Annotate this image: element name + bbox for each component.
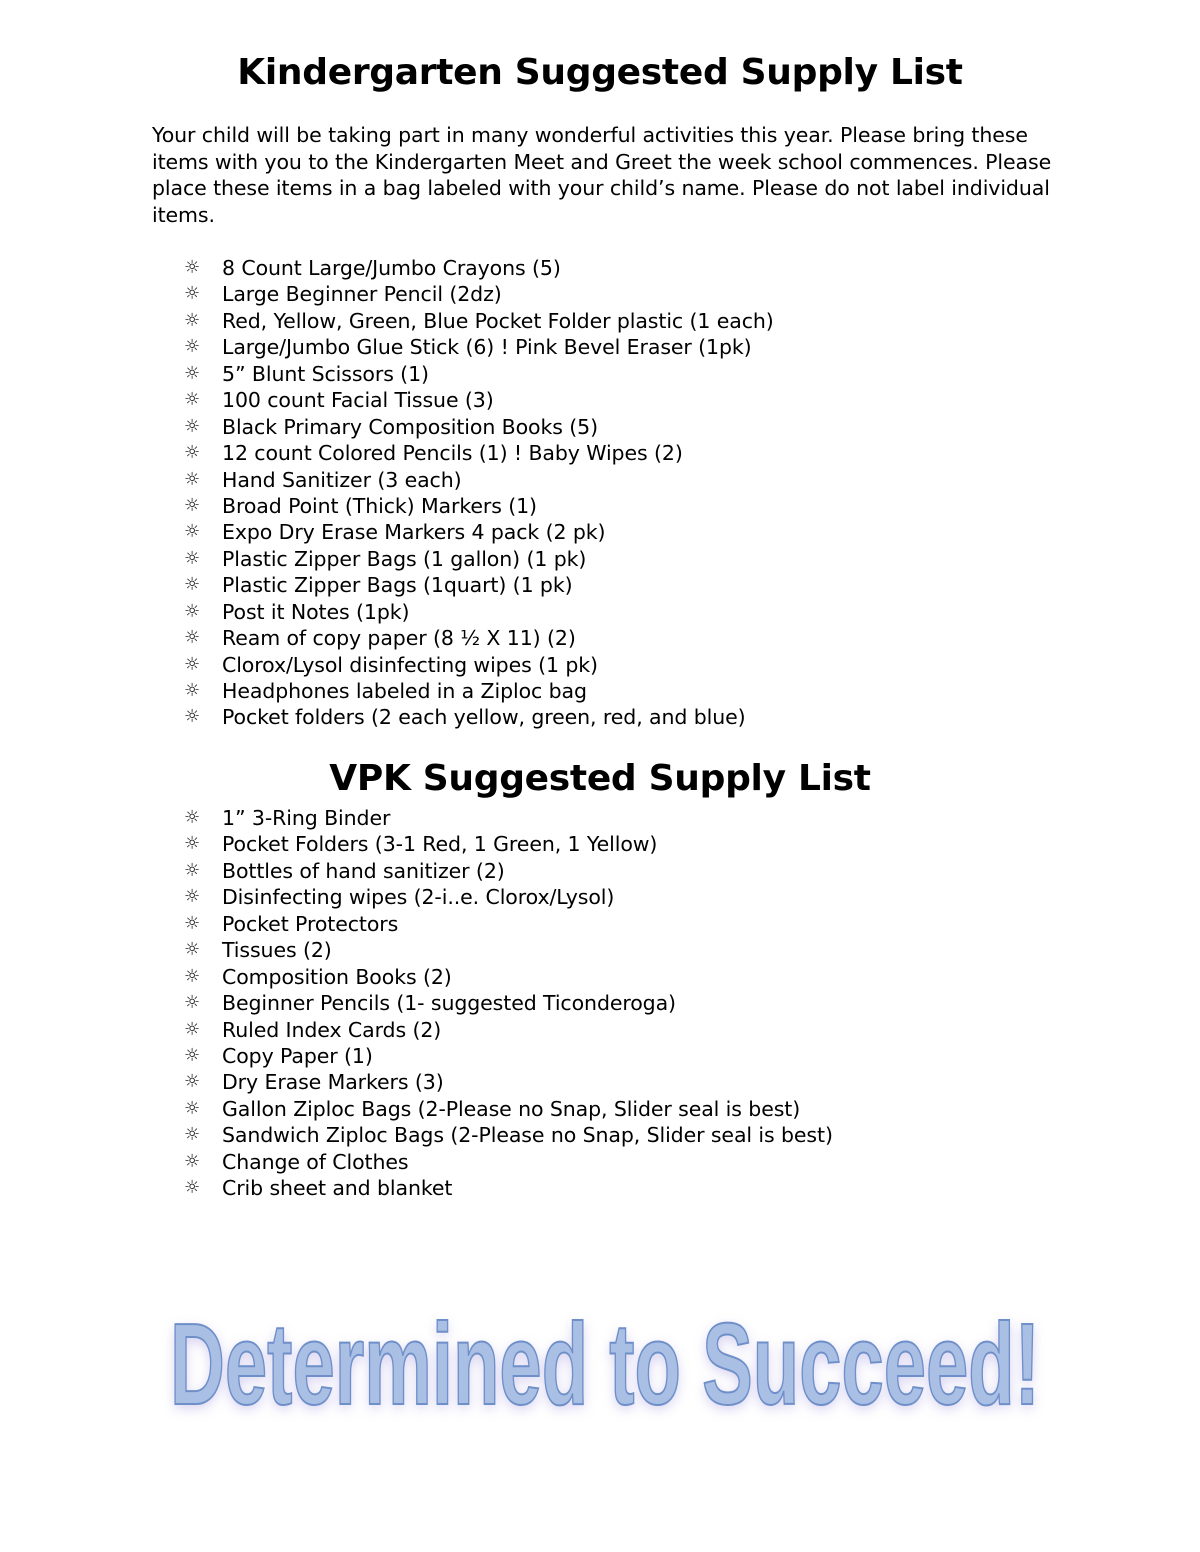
sun-bullet-icon: ☼ <box>184 627 201 649</box>
kindergarten-supply-item <box>184 387 774 413</box>
vpk-supply-item-text: Bottles of hand sanitizer (2) <box>222 858 505 883</box>
intro-paragraph <box>152 122 1052 228</box>
kindergarten-supply-item-text: 5” Blunt Scissors (1) <box>222 361 429 386</box>
kindergarten-title: Kindergarten Suggested Supply List <box>237 52 963 93</box>
sun-bullet-icon: ☼ <box>184 362 201 384</box>
motto-banner <box>160 1300 1050 1440</box>
sun-bullet-icon: ☼ <box>184 653 201 675</box>
motto-glow: Determined to Succeed! <box>170 1303 1040 1433</box>
vpk-supply-item <box>184 884 833 910</box>
kindergarten-supply-item <box>184 572 774 598</box>
vpk-supply-item <box>184 964 833 990</box>
vpk-supply-item-text: Crib sheet and blanket <box>222 1176 453 1201</box>
vpk-supply-item-text: Change of Clothes <box>222 1149 409 1174</box>
sun-bullet-icon: ☼ <box>184 1018 201 1040</box>
sun-bullet-icon: ☼ <box>184 1071 201 1093</box>
kindergarten-supply-item <box>184 625 774 651</box>
vpk-supply-item-text: Composition Books (2) <box>222 964 452 989</box>
sun-bullet-icon: ☼ <box>184 547 201 569</box>
sun-bullet-icon: ☼ <box>184 336 201 358</box>
kindergarten-supply-item-text: Broad Point (Thick) Markers (1) <box>222 493 537 518</box>
kindergarten-supply-item <box>184 678 774 704</box>
kindergarten-supply-item-text: Headphones labeled in a Ziploc bag <box>222 679 587 703</box>
sun-bullet-icon: ☼ <box>184 415 201 437</box>
vpk-supply-item <box>184 1017 833 1043</box>
kindergarten-supply-item <box>184 704 774 730</box>
motto-graphic <box>160 1300 1050 1440</box>
kindergarten-supply-item <box>184 652 774 678</box>
vpk-supply-item-text: Gallon Ziploc Bags (2-Please no Snap, Slider seal is best) <box>222 1096 801 1121</box>
vpk-supply-item-text: Copy Paper (1) <box>222 1043 373 1068</box>
kindergarten-supply-item <box>184 308 774 334</box>
intro-text: Your child will be taking part in many wonderful activities this year. Please bring these items with you to the Kindergarten Meet and Greet the week school commences. Please place these items in a bag labeled with your child’s name. Please do not label individual items. <box>152 123 1052 227</box>
sun-bullet-icon: ☼ <box>184 939 201 961</box>
sun-bullet-icon: ☼ <box>184 600 201 622</box>
kindergarten-supply-item-text: Large/Jumbo Glue Stick (6) ! Pink Bevel Eraser (1pk) <box>222 335 752 360</box>
sun-bullet-icon: ☼ <box>184 389 201 411</box>
sun-bullet-icon: ☼ <box>184 1044 201 1066</box>
kindergarten-supply-item <box>184 440 774 466</box>
kindergarten-supply-item <box>184 361 774 387</box>
vpk-supply-item-text: 1” 3-Ring Binder <box>222 806 391 830</box>
vpk-supply-item <box>184 990 833 1016</box>
sun-bullet-icon: ☼ <box>184 1150 201 1172</box>
kindergarten-supply-item-text: Expo Dry Erase Markers 4 pack (2 pk) <box>222 520 606 545</box>
sun-bullet-icon: ☼ <box>184 706 201 728</box>
sun-bullet-icon: ☼ <box>184 859 201 881</box>
kindergarten-supply-item <box>184 493 774 519</box>
vpk-supply-item-text: Dry Erase Markers (3) <box>222 1070 444 1095</box>
vpk-supply-item <box>184 1043 833 1069</box>
sun-bullet-icon: ☼ <box>184 521 201 543</box>
vpk-supply-item <box>184 831 833 857</box>
vpk-supply-item <box>184 1149 833 1175</box>
sun-bullet-icon: ☼ <box>184 965 201 987</box>
sun-bullet-icon: ☼ <box>184 574 201 596</box>
sun-bullet-icon: ☼ <box>184 886 201 908</box>
sun-bullet-icon: ☼ <box>184 494 201 516</box>
vpk-supply-item <box>184 805 833 831</box>
kindergarten-supply-item-text: Post it Notes (1pk) <box>222 599 410 624</box>
vpk-supply-item <box>184 1096 833 1122</box>
kindergarten-supply-item-text: Ream of copy paper (8 ½ X 11) (2) <box>222 626 576 651</box>
vpk-supply-item <box>184 1122 833 1148</box>
kindergarten-supply-item <box>184 334 774 360</box>
sun-bullet-icon: ☼ <box>184 257 201 278</box>
sun-bullet-icon: ☼ <box>184 1177 201 1199</box>
sun-bullet-icon: ☼ <box>184 912 201 934</box>
vpk-supply-item <box>184 1069 833 1095</box>
kindergarten-supply-item-text: Pocket folders (2 each yellow, green, red, and blue) <box>222 705 746 730</box>
sun-bullet-icon: ☼ <box>184 1097 201 1119</box>
sun-bullet-icon: ☼ <box>184 283 201 305</box>
sun-bullet-icon: ☼ <box>184 468 201 490</box>
kindergarten-supply-item-text: Black Primary Composition Books (5) <box>222 414 599 439</box>
vpk-supply-item-text: Disinfecting wipes (2-i..e. Clorox/Lysol) <box>222 885 615 910</box>
vpk-supply-list <box>184 805 833 1202</box>
kindergarten-supply-item-text: 12 count Colored Pencils (1) ! Baby Wipes (2) <box>222 441 683 466</box>
kindergarten-supply-item <box>184 467 774 493</box>
kindergarten-supply-item <box>184 281 774 307</box>
kindergarten-supply-item-text: 100 count Facial Tissue (3) <box>222 388 494 413</box>
kindergarten-supply-item <box>184 519 774 545</box>
kindergarten-supply-item-text: 8 Count Large/Jumbo Crayons (5) <box>222 256 561 280</box>
sun-bullet-icon: ☼ <box>184 1124 201 1146</box>
sun-bullet-icon: ☼ <box>184 833 201 855</box>
kindergarten-supply-item-text: Clorox/Lysol disinfecting wipes (1 pk) <box>222 652 598 677</box>
vpk-supply-item-text: Pocket Protectors <box>222 911 399 936</box>
motto-text: Determined to Succeed! <box>170 1300 1040 1429</box>
sun-bullet-icon: ☼ <box>184 442 201 464</box>
kindergarten-supply-item <box>184 546 774 572</box>
vpk-supply-item <box>184 1175 833 1201</box>
sun-bullet-icon: ☼ <box>184 807 201 828</box>
vpk-title: VPK Suggested Supply List <box>329 758 871 799</box>
vpk-supply-item-text: Ruled Index Cards (2) <box>222 1017 442 1042</box>
kindergarten-supply-list <box>184 255 774 731</box>
kindergarten-supply-item <box>184 414 774 440</box>
vpk-supply-item-text: Tissues (2) <box>222 938 332 963</box>
vpk-supply-item-text: Beginner Pencils (1- suggested Ticonderoga) <box>222 991 676 1016</box>
vpk-supply-item <box>184 911 833 937</box>
kindergarten-supply-item-text: Large Beginner Pencil (2dz) <box>222 282 502 307</box>
kindergarten-supply-item-text: Red, Yellow, Green, Blue Pocket Folder plastic (1 each) <box>222 308 774 333</box>
kindergarten-supply-item-text: Plastic Zipper Bags (1 gallon) (1 pk) <box>222 546 587 571</box>
vpk-supply-item-text: Sandwich Ziploc Bags (2-Please no Snap, Slider seal is best) <box>222 1123 833 1148</box>
vpk-supply-item <box>184 858 833 884</box>
sun-bullet-icon: ☼ <box>184 992 201 1014</box>
vpk-supply-item-text: Pocket Folders (3-1 Red, 1 Green, 1 Yellow) <box>222 832 658 857</box>
sun-bullet-icon: ☼ <box>184 680 201 701</box>
sun-bullet-icon: ☼ <box>184 309 201 331</box>
kindergarten-supply-item-text: Plastic Zipper Bags (1quart) (1 pk) <box>222 573 573 598</box>
kindergarten-supply-item <box>184 599 774 625</box>
kindergarten-supply-item-text: Hand Sanitizer (3 each) <box>222 467 462 492</box>
kindergarten-supply-item <box>184 255 774 281</box>
vpk-supply-item <box>184 937 833 963</box>
